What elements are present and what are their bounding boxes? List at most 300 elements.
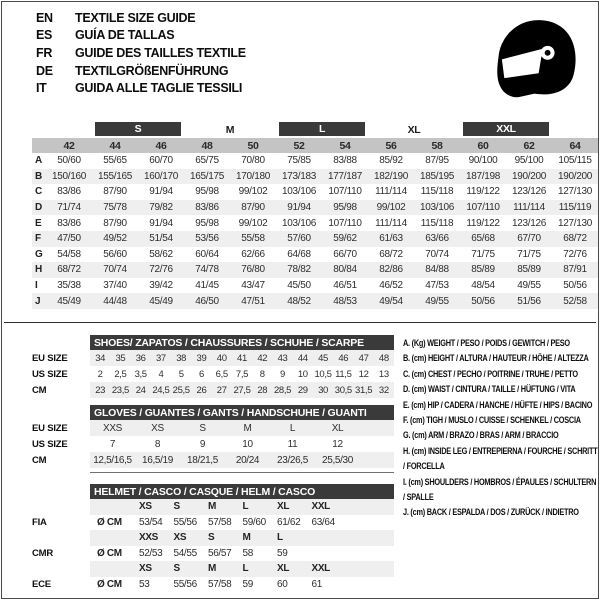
language-title: GUÍA DE TALLAS: [75, 28, 175, 43]
size-value-cell: 111/114: [375, 186, 407, 198]
size-value-cell: 48: [378, 352, 389, 364]
helmet-size-label: XL: [277, 501, 290, 513]
measure-row-label: C: [35, 186, 42, 198]
size-value-cell: 177/187: [322, 169, 368, 185]
helmet-size-label: XS: [173, 532, 187, 544]
size-value-cell: 90/100: [468, 155, 498, 167]
size-value-cell: 71/75: [517, 248, 541, 260]
size-value-cell: 43/47: [241, 280, 265, 292]
size-group-label: S: [95, 122, 181, 136]
size-value-cell: 190/200: [552, 169, 598, 185]
size-value-cell: 42: [257, 352, 268, 364]
gloves-table-row: [90, 452, 394, 468]
size-value-cell: 20/24: [235, 454, 260, 466]
size-value-cell: 111/114: [375, 217, 407, 229]
size-value-cell: 107/110: [328, 217, 362, 229]
size-value-cell: 35/38: [57, 280, 81, 292]
size-value-cell: 9: [280, 368, 285, 380]
side-label-cm: CM: [32, 384, 47, 396]
size-value-cell: 107/110: [460, 200, 506, 216]
size-value-cell: 85/89: [460, 262, 506, 278]
side-label-cmr: CMR: [32, 547, 54, 559]
legend-item: I. (cm) SHOULDERS / HOMBROS / ÉPAULES / SCHULTERN / SPALLE: [403, 476, 597, 503]
size-value-cell: 40: [216, 352, 227, 364]
size-value-cell: 160/170: [138, 169, 184, 185]
size-value-cell: 127/130: [557, 217, 593, 229]
legend-item: J. (cm) BACK / ESPALDA / DOS / ZURÜCK / INDIETRO: [403, 507, 579, 518]
language-row: [36, 27, 246, 45]
measure-row-label: A: [35, 155, 42, 167]
size-value-cell: 30: [318, 384, 328, 396]
size-header-cell: 54: [322, 138, 368, 153]
size-value-cell: 47: [358, 352, 369, 364]
measure-row-label: E: [35, 217, 42, 229]
size-value-cell: 123/126: [511, 217, 547, 229]
helmet-sizes-row: [90, 499, 394, 515]
helmet-size-label: XL: [277, 563, 290, 575]
helmet-size-label: M: [208, 501, 216, 513]
size-value-cell: 26: [196, 384, 207, 396]
size-value-cell: 46/50: [184, 293, 230, 309]
size-value-cell: 57/58: [208, 516, 232, 528]
size-value-cell: 34: [95, 352, 106, 364]
size-value-cell: 11,5: [335, 368, 352, 380]
size-value-cell: 4: [158, 368, 164, 380]
size-value-cell: 95/100: [514, 155, 544, 167]
size-value-cell: 87/90: [103, 217, 127, 229]
size-value-cell: 55/58: [230, 231, 276, 247]
size-value-cell: 95/98: [322, 200, 368, 216]
size-value-cell: 87/91: [552, 262, 598, 278]
helmet-values-row: [90, 546, 394, 562]
size-value-cell: 95/98: [195, 186, 219, 198]
size-header-cell: [32, 138, 46, 153]
legend-item: B. (cm) HEIGHT / ALTURA / HAUTEUR / HÖHE / ALTEZZA: [403, 353, 589, 364]
language-code: IT: [36, 81, 47, 96]
size-value-cell: 55/56: [173, 578, 197, 590]
size-value-cell: 59/60: [242, 516, 266, 528]
diameter-unit-label: Ø CM: [97, 516, 122, 528]
size-value-cell: 59/62: [322, 231, 368, 247]
size-value-cell: 49/54: [368, 293, 414, 309]
language-title: TEXTILGRÖßENFÜHRUNG: [75, 63, 229, 78]
size-group-label: XXL: [463, 122, 549, 136]
size-value-cell: 23/26,5: [277, 454, 308, 466]
size-value-cell: 32: [378, 384, 389, 396]
size-value-cell: 83/86: [57, 217, 81, 229]
size-group-label: M: [225, 124, 235, 136]
size-value-cell: 173/183: [276, 169, 322, 185]
size-value-cell: 71/74: [46, 200, 92, 216]
size-value-cell: 6,5: [215, 368, 228, 380]
size-header-cell: 60: [460, 138, 506, 153]
size-value-cell: 50/56: [563, 280, 587, 292]
legend-item: D. (cm) WAIST / CINTURA / TAILLE / HÜFTUNG / VITA: [403, 384, 576, 395]
size-value-cell: 45: [318, 352, 328, 364]
size-value-cell: 37: [155, 352, 166, 364]
size-value-cell: 11: [287, 438, 298, 450]
size-value-cell: 57/58: [208, 578, 232, 590]
size-value-cell: 115/118: [420, 217, 454, 229]
size-value-cell: 51/56: [506, 293, 552, 309]
size-value-cell: 61/62: [277, 516, 301, 528]
language-row: [36, 62, 246, 80]
legend-item: G. (cm) ARM / BRAZO / BRAS / ARM / BRACCIO: [403, 430, 559, 441]
helmet-sizes-row: [90, 530, 394, 546]
size-value-cell: 105/115: [558, 155, 592, 167]
size-value-cell: 84/88: [414, 262, 460, 278]
size-value-cell: 70/80: [241, 155, 265, 167]
size-value-cell: 60/70: [149, 155, 173, 167]
side-label-eu-size: EU SIZE: [32, 422, 68, 434]
size-value-cell: 52/53: [139, 547, 163, 559]
helmet-size-label: M: [208, 563, 216, 575]
size-value-cell: 9: [199, 438, 206, 450]
size-value-cell: 27: [216, 384, 227, 396]
legend-item: H. (cm) INSIDE LEG / ENTREPIERNA / FOURCHE / SCHRITT / FORCELLA: [403, 445, 598, 472]
racing-helmet-icon: [488, 12, 586, 110]
size-value-cell: 25,5: [172, 384, 190, 396]
size-value-cell: XL: [331, 422, 344, 434]
size-value-cell: 70/74: [92, 262, 138, 278]
diameter-unit-label: Ø CM: [97, 547, 122, 559]
size-value-cell: 35: [115, 352, 126, 364]
size-value-cell: 83/86: [184, 200, 230, 216]
size-value-cell: 182/190: [368, 169, 414, 185]
size-value-cell: 87/90: [103, 186, 127, 198]
size-value-cell: 87/95: [425, 155, 449, 167]
size-header-cell: 46: [138, 138, 184, 153]
size-value-cell: 55/65: [103, 155, 127, 167]
size-value-cell: 58/62: [149, 248, 173, 260]
size-value-cell: 91/94: [149, 217, 173, 229]
measure-row-label: B: [32, 169, 46, 185]
size-value-cell: 70/74: [425, 248, 449, 260]
size-value-cell: 170/180: [230, 169, 276, 185]
size-value-cell: 27,5: [233, 384, 251, 396]
size-value-cell: 103/106: [281, 186, 317, 198]
size-value-cell: 5: [178, 368, 184, 380]
size-header-cell: 56: [368, 138, 414, 153]
measure-row-label: J: [32, 293, 46, 309]
size-value-cell: 103/106: [281, 217, 317, 229]
helmet-size-label: XXS: [139, 532, 158, 544]
size-value-cell: 61/63: [368, 231, 414, 247]
size-value-cell: M: [243, 422, 252, 434]
size-value-cell: 6: [198, 368, 204, 380]
size-value-cell: 25,5/30: [322, 454, 353, 466]
size-value-cell: 85/89: [506, 262, 552, 278]
helmet-size-label: S: [173, 563, 180, 575]
size-value-cell: 49/52: [92, 231, 138, 247]
size-value-cell: 85/92: [379, 155, 403, 167]
size-value-cell: 36: [135, 352, 146, 364]
size-value-cell: 72/76: [563, 248, 587, 260]
side-label-cm: CM: [32, 454, 47, 466]
size-value-cell: 63/64: [311, 516, 335, 528]
helmet-values-row: [90, 577, 394, 593]
size-value-cell: XS: [151, 422, 164, 434]
size-value-cell: 190/200: [506, 169, 552, 185]
legend-item: A. (Kg) WEIGHT / PESO / POIDS / GEWITCH / PESO: [403, 338, 570, 348]
helmet-size-label: L: [242, 563, 249, 575]
size-value-cell: 54/55: [173, 547, 197, 559]
size-value-cell: XXS: [103, 422, 122, 434]
measure-row-label: H: [32, 262, 46, 278]
size-value-cell: 47/53: [425, 280, 449, 292]
size-value-cell: 52/58: [552, 293, 598, 309]
size-value-cell: 7: [109, 438, 116, 450]
size-value-cell: 68/72: [46, 262, 92, 278]
size-value-cell: 45/49: [138, 293, 184, 309]
measurement-legend: [403, 336, 599, 521]
size-value-cell: 62/66: [241, 248, 265, 260]
language-title: GUIDE DES TAILLES TEXTILE: [75, 45, 246, 60]
size-value-cell: 24,5: [152, 384, 170, 396]
size-header-cell: 42: [46, 138, 92, 153]
size-value-cell: 41/45: [195, 280, 219, 292]
size-value-cell: 75/78: [92, 200, 138, 216]
size-value-cell: 127/130: [557, 186, 593, 198]
language-code: EN: [36, 10, 53, 25]
size-value-cell: 37/40: [103, 280, 127, 292]
size-value-cell: 80/84: [322, 262, 368, 278]
size-value-cell: 63/66: [414, 231, 460, 247]
legend-item: F. (cm) TIGH / MUSLO / CUISSE / SCHENKEL / COSCIA: [403, 415, 581, 426]
size-value-cell: 123/126: [511, 186, 547, 198]
size-value-cell: 28,5: [273, 384, 292, 396]
size-value-cell: 3,5: [134, 368, 147, 380]
size-value-cell: 119/122: [466, 217, 500, 229]
size-value-cell: 7,5: [235, 368, 249, 380]
size-value-cell: 91/94: [149, 186, 173, 198]
helmet-table-title: HELMET / CASCO / CASQUE / HELM / CASCO: [90, 484, 394, 499]
helmet-size-label: S: [208, 532, 215, 544]
size-value-cell: 99/102: [238, 217, 268, 229]
size-value-cell: 39/42: [149, 280, 173, 292]
size-value-cell: 46/52: [379, 280, 403, 292]
helmet-size-label: M: [242, 532, 251, 544]
size-header-cell: 62: [506, 138, 552, 153]
size-value-cell: 71/75: [471, 248, 495, 260]
language-row: [36, 9, 246, 27]
size-value-cell: 72/76: [138, 262, 184, 278]
side-label-ece: ECE: [32, 578, 51, 590]
size-guide-page: [1, 1, 599, 599]
size-value-cell: 60/64: [195, 248, 219, 260]
size-value-cell: 47/50: [46, 231, 92, 247]
textile-size-table: [32, 122, 598, 309]
size-value-cell: 48/54: [471, 280, 495, 292]
size-group-label: XL: [407, 124, 421, 136]
size-value-cell: S: [199, 422, 206, 434]
side-label-us-size: US SIZE: [32, 368, 68, 380]
diameter-unit-label: Ø CM: [97, 578, 122, 590]
size-value-cell: 75/85: [287, 155, 311, 167]
helmet-size-label: L: [277, 532, 283, 544]
language-code: DE: [36, 63, 53, 78]
size-value-cell: 59: [242, 578, 253, 590]
size-value-cell: 48/52: [276, 293, 322, 309]
size-value-cell: 53/56: [184, 231, 230, 247]
measure-row-label: F: [32, 231, 46, 247]
side-label-eu-size: EU SIZE: [32, 352, 68, 364]
helmet-size-table: [90, 484, 394, 592]
shoes-table-row: [90, 366, 394, 382]
size-header-cell: 44: [92, 138, 138, 153]
size-value-cell: 10: [242, 438, 253, 450]
size-value-cell: 49/55: [517, 280, 541, 292]
size-value-cell: 47/51: [230, 293, 276, 309]
size-value-cell: 45/49: [46, 293, 92, 309]
size-value-cell: 68/72: [379, 248, 403, 260]
size-value-cell: 46/51: [333, 280, 357, 292]
size-value-cell: 115/118: [420, 186, 454, 198]
measure-row-label: D: [32, 200, 46, 216]
size-value-cell: 2,5: [114, 368, 127, 380]
size-value-cell: 76/80: [230, 262, 276, 278]
size-value-cell: 30,5: [334, 384, 352, 396]
size-value-cell: 2: [97, 368, 103, 380]
size-value-cell: 155/165: [92, 169, 138, 185]
size-value-cell: 31,5: [355, 384, 373, 396]
size-header-cell: 58: [414, 138, 460, 153]
size-value-cell: 99/102: [368, 200, 414, 216]
section-divider: [4, 322, 596, 323]
size-value-cell: 107/110: [328, 186, 362, 198]
size-value-cell: 99/102: [238, 186, 268, 198]
size-group-label: L: [279, 122, 365, 136]
size-value-cell: 16,5/19: [142, 454, 173, 466]
size-value-cell: 58: [242, 547, 253, 559]
size-value-cell: 59: [277, 547, 288, 559]
gloves-size-table: [90, 405, 394, 468]
size-value-cell: 65/75: [195, 155, 219, 167]
gloves-table-row: [90, 420, 394, 436]
helmet-size-label: S: [173, 501, 180, 513]
size-value-cell: 79/82: [138, 200, 184, 216]
language-code: ES: [36, 28, 53, 43]
size-value-cell: 187/198: [460, 169, 506, 185]
size-value-cell: 56/60: [103, 248, 127, 260]
size-value-cell: 60: [277, 578, 288, 590]
size-value-cell: 10,5: [314, 368, 332, 380]
size-value-cell: 115/119: [552, 200, 598, 216]
size-value-cell: L: [289, 422, 296, 434]
size-value-cell: 44: [297, 352, 308, 364]
gloves-table-title: GLOVES / GUANTES / GANTS / HANDSCHUHE / GUANTI: [90, 405, 394, 420]
size-header-cell: 52: [276, 138, 322, 153]
size-value-cell: 8: [154, 438, 161, 450]
legend-item: E. (cm) HIP / CADERA / HANCHE / HÜFTE / HIPS / BACINO: [403, 399, 593, 410]
helmet-sizes-row: [90, 561, 394, 577]
helmet-size-label: XXL: [311, 501, 330, 513]
size-value-cell: 46: [338, 352, 349, 364]
helmet-size-label: L: [242, 501, 249, 513]
size-value-cell: 48/53: [322, 293, 368, 309]
measure-row-label: G: [35, 248, 43, 260]
helmet-values-row: [90, 515, 394, 531]
size-value-cell: 64/68: [287, 248, 311, 260]
side-label-us-size: US SIZE: [32, 438, 68, 450]
size-value-cell: 78/82: [276, 262, 322, 278]
size-value-cell: 65/68: [460, 231, 506, 247]
size-value-cell: 111/114: [506, 200, 552, 216]
size-value-cell: 67/70: [506, 231, 552, 247]
size-value-cell: 53: [139, 578, 150, 590]
size-value-cell: 38: [176, 352, 187, 364]
size-value-cell: 185/195: [414, 169, 460, 185]
size-value-cell: 24: [135, 384, 146, 396]
legend-item: C. (cm) CHEST / PECHO / POITRINE / TRUHE / PETTO: [403, 368, 578, 379]
size-value-cell: 55/56: [173, 516, 197, 528]
size-value-cell: 12: [358, 368, 369, 380]
side-label-fia: FIA: [32, 516, 47, 528]
size-value-cell: 74/78: [184, 262, 230, 278]
size-value-cell: 43: [277, 352, 288, 364]
size-value-cell: 12,5/16,5: [93, 454, 132, 466]
size-header-cell: 50: [230, 138, 276, 153]
size-header-cell: 48: [184, 138, 230, 153]
size-header-cell: 64: [552, 138, 598, 153]
size-value-cell: 41: [237, 352, 247, 364]
shoes-table-row: [90, 382, 394, 398]
size-value-cell: 53/54: [139, 516, 163, 528]
helmet-size-label: XS: [139, 563, 152, 575]
gloves-table-underline: [90, 472, 394, 473]
helmet-size-label: XS: [139, 501, 152, 513]
language-code: FR: [36, 45, 53, 60]
size-value-cell: 50/56: [460, 293, 506, 309]
shoes-size-table: [90, 335, 394, 398]
size-value-cell: 91/94: [276, 200, 322, 216]
size-value-cell: 18/21,5: [187, 454, 218, 466]
size-value-cell: 87/90: [230, 200, 276, 216]
size-value-cell: 45/50: [287, 280, 311, 292]
size-value-cell: 10: [297, 368, 308, 380]
size-value-cell: 57/60: [276, 231, 322, 247]
size-value-cell: 56/57: [208, 547, 232, 559]
size-value-cell: 68/72: [552, 231, 598, 247]
size-value-cell: 29: [297, 384, 308, 396]
size-value-cell: 39: [196, 352, 207, 364]
language-title-list: [36, 9, 246, 97]
shoes-table-row: [90, 350, 394, 366]
size-value-cell: 119/122: [466, 186, 500, 198]
size-value-cell: 103/106: [414, 200, 460, 216]
size-value-cell: 23,5: [111, 384, 129, 396]
size-value-cell: 44/48: [92, 293, 138, 309]
size-value-cell: 83/88: [333, 155, 357, 167]
size-value-cell: 28: [257, 384, 268, 396]
language-title: GUIDA ALLE TAGLIE TESSILI: [75, 81, 243, 96]
helmet-size-label: XXL: [311, 563, 330, 575]
size-value-cell: 12: [332, 438, 343, 450]
size-value-cell: 165/175: [184, 169, 230, 185]
size-value-cell: 61: [311, 578, 322, 590]
size-value-cell: 49/55: [414, 293, 460, 309]
size-value-cell: 83/86: [57, 186, 81, 198]
gloves-table-row: [90, 436, 394, 452]
size-value-cell: 95/98: [195, 217, 219, 229]
size-value-cell: 54/58: [57, 248, 81, 260]
language-row: [36, 79, 246, 97]
size-value-cell: 23: [95, 384, 106, 396]
size-value-cell: 50/60: [57, 155, 81, 167]
language-title: TEXTILE SIZE GUIDE: [75, 10, 196, 25]
size-value-cell: 51/54: [138, 231, 184, 247]
size-value-cell: 8: [259, 368, 265, 380]
